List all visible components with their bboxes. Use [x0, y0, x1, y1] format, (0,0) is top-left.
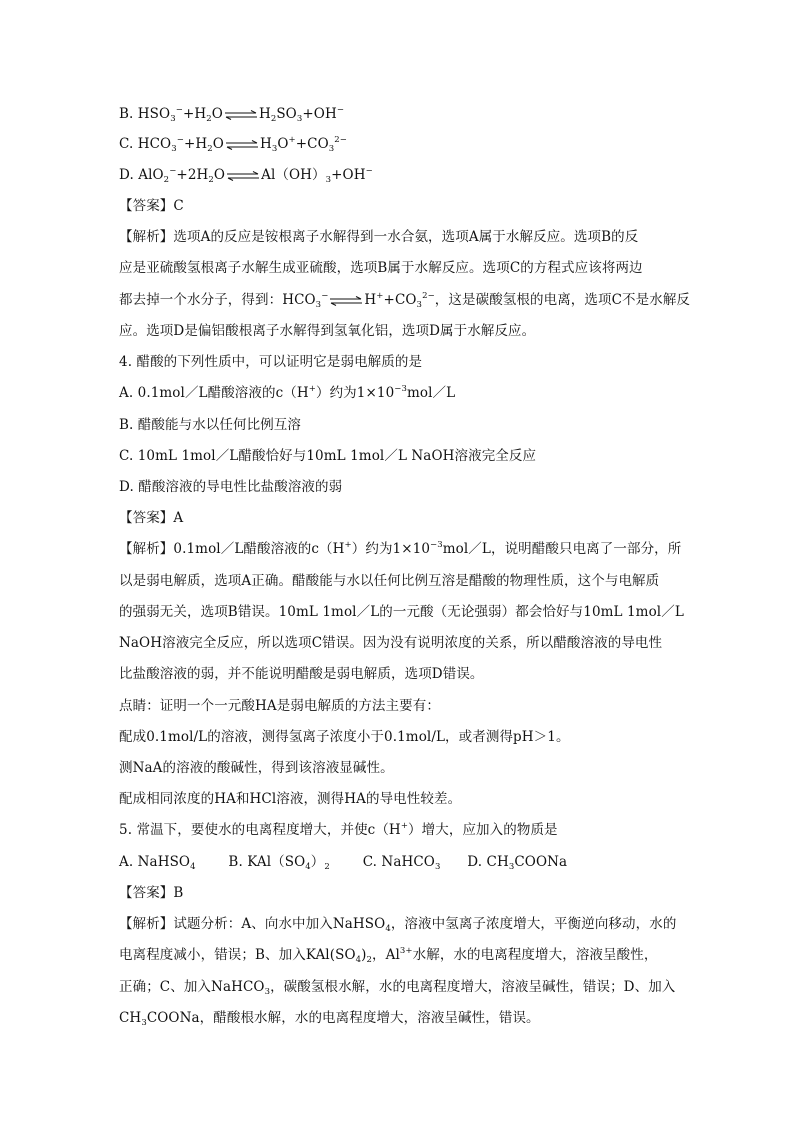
explanation-4-line-5: 比盐酸溶液的弱，并不能说明醋酸是弱电解质，选项D错误。: [119, 666, 484, 682]
explanation-5-line-4: [119, 1008, 540, 1028]
superscript: +: [288, 135, 296, 145]
question-4-option-b: B. 醋酸能与水以任何比例互溶: [119, 417, 302, 433]
text: ，Al: [372, 947, 400, 963]
text: B. HSO: [119, 106, 171, 122]
explanation-3-line-4: 应。选项D是偏铝酸根离子水解得到氢氧化铝，选项D属于水解反应。: [119, 323, 536, 339]
text: Al（OH）: [261, 167, 326, 183]
question-4: 4. 醋酸的下列性质中，可以证明它是弱电解质的是: [119, 354, 423, 370]
explanation-3-line-3: [119, 290, 690, 310]
option-c-equation: [119, 134, 347, 154]
equilibrium-arrow-icon: [226, 171, 260, 181]
superscript: 2−: [334, 135, 347, 145]
superscript: −: [176, 135, 184, 145]
text: ，碳酸氢根水解，水的电离程度增大，溶液呈碱性，错误；D、加入: [270, 979, 676, 995]
text: 正确；C、加入NaHCO: [119, 979, 265, 995]
subscript: 3: [325, 175, 332, 185]
explanation-4-line-4: NaOH溶液完全反应，所以选项C错误。因为没有说明浓度的关系，所以醋酸溶液的导电性: [119, 635, 663, 651]
text: +CO: [295, 136, 329, 152]
answer-3: 【答案】C: [119, 198, 184, 214]
text: ，这是碳酸氢根的电离，选项C不是水解反: [434, 292, 691, 308]
text: ）约为1×10: [351, 541, 431, 557]
superscript: −: [365, 166, 373, 176]
equilibrium-arrow-icon: [225, 140, 259, 150]
text: O: [211, 106, 223, 122]
subscript: 3: [434, 862, 441, 872]
text: 【解析】0.1mol／L醋酸溶液的c（H: [119, 541, 345, 557]
explanation-5-line-2: [119, 945, 657, 965]
text: COONa: [514, 854, 568, 870]
text: +CO: [383, 292, 417, 308]
superscript: −: [321, 291, 329, 301]
subscript: 3: [264, 987, 271, 997]
question-5-option-c: [363, 854, 441, 870]
superscript: 2−: [422, 291, 435, 301]
text: 都去掉一个水分子，得到：HCO: [119, 292, 316, 308]
subscript: 2: [163, 175, 170, 185]
answer-5: 【答案】B: [119, 885, 184, 901]
question-5-options: [119, 852, 567, 872]
question-5-option-b: [228, 854, 329, 870]
explanation-5-line-3: [119, 977, 675, 997]
subscript: 4: [385, 924, 391, 934]
superscript: −: [169, 166, 177, 176]
subscript: 2: [206, 114, 212, 124]
subscript: 3: [170, 114, 176, 124]
subscript: 3: [171, 144, 177, 154]
text: +H: [182, 106, 207, 122]
text: 5. 常温下，要使水的电离程度增大，并使c（H: [119, 822, 401, 838]
question-4-option-d: D. 醋酸溶液的导电性比盐酸溶液的弱: [119, 479, 343, 495]
text: ，溶液中氢离子浓度增大，平衡逆向移动，水的: [390, 916, 677, 932]
answer-4: 【答案】A: [119, 510, 184, 526]
subscript: 3: [416, 300, 423, 310]
subscript: 4: [305, 862, 311, 872]
superscript: −: [175, 105, 183, 115]
text: ）增大，应加入的物质是: [408, 822, 558, 838]
subscript: 2: [208, 175, 214, 185]
explanation-5-line-1: [119, 914, 676, 934]
equilibrium-arrow-icon: [329, 296, 363, 306]
text: O: [213, 167, 226, 183]
explanation-3-line-1: 【解析】选项A的反应是铵根离子水解得到一水合氨，选项A属于水解反应。选项B的反: [119, 229, 639, 245]
text: mol／L，说明醋酸只电离了一部分，所: [442, 541, 682, 557]
text: 【解析】试题分析：A、向水中加入NaHSO: [119, 916, 386, 932]
text: C. HCO: [119, 136, 172, 152]
explanation-4-line-1: [119, 539, 681, 559]
text: A. 0.1mol／L醋酸溶液的c（H: [119, 385, 309, 401]
text: CH: [119, 1010, 142, 1026]
text: COONa，醋酸根水解，水的电离程度增大，溶液呈碱性，错误。: [146, 1010, 540, 1026]
subscript: 2: [324, 862, 330, 872]
question-4-option-a: [119, 383, 455, 403]
superscript: −3: [430, 540, 443, 550]
superscript: +: [344, 540, 352, 550]
text: H: [258, 106, 271, 122]
explanation-4-line-3: 的强弱无关，选项B错误。10mL 1mol／L的一元酸（无论强弱）都会恰好与10mL 1mol／L: [119, 604, 684, 620]
text: B. KAl（SO: [228, 854, 306, 870]
text: H: [259, 136, 272, 152]
subscript: 3: [271, 144, 278, 154]
tip-item-2: 测NaA的溶液的酸碱性，得到该溶液显碱性。: [119, 760, 394, 776]
text: D. AlO: [119, 167, 164, 183]
explanation-3-line-2: 应是亚硫酸氢根离子水解生成亚硫酸，选项B属于水解反应。选项C的方程式应该将两边: [119, 260, 643, 276]
subscript: 3: [315, 300, 322, 310]
text: ): [361, 947, 367, 963]
subscript: 4: [190, 862, 196, 872]
option-b-equation: [119, 104, 344, 124]
subscript: 2: [366, 955, 373, 965]
text: ）约为1×10: [315, 385, 395, 401]
text: ）: [310, 854, 325, 870]
superscript: +: [376, 291, 384, 301]
tip-heading: 点睛：证明一个一元酸HA是弱电解质的方法主要有：: [119, 698, 440, 714]
question-5-option-a: [119, 854, 196, 870]
option-d-equation: [119, 165, 373, 185]
subscript: 2: [207, 144, 213, 154]
superscript: −3: [394, 384, 407, 394]
superscript: +: [308, 384, 316, 394]
question-5: [119, 820, 558, 840]
text: SO: [276, 106, 297, 122]
subscript: 3: [508, 862, 515, 872]
text: O: [212, 136, 224, 152]
subscript: 3: [328, 144, 335, 154]
text: +OH: [331, 167, 366, 183]
text: +2H: [176, 167, 209, 183]
text: +OH: [302, 106, 337, 122]
text: 电离程度减小，错误；B、加入KAl(SO: [119, 947, 356, 963]
text: A. NaHSO: [119, 854, 191, 870]
question-4-option-c: C. 10mL 1mol／L醋酸恰好与10mL 1mol／L NaOH溶液完全反应: [119, 448, 537, 464]
subscript: 3: [141, 1018, 147, 1028]
superscript: −: [336, 105, 345, 115]
subscript: 2: [270, 114, 277, 124]
question-5-option-d: [467, 854, 567, 870]
superscript: +: [400, 821, 409, 831]
text: H: [364, 292, 377, 308]
text: C. NaHCO: [362, 854, 435, 870]
superscript: 3+: [399, 946, 413, 956]
text: mol／L: [407, 385, 456, 401]
text: O: [277, 136, 289, 152]
text: D. CH: [467, 854, 509, 870]
explanation-4-line-2: 以是弱电解质，选项A正确。醋酸能与水以任何比例互溶是醋酸的物理性质，这个与电解质: [119, 573, 660, 589]
tip-item-3: 配成相同浓度的HA和HCl溶液，测得HA的导电性较差。: [119, 791, 462, 807]
text: 水解，水的电离程度增大，溶液呈酸性，: [412, 947, 658, 963]
subscript: 3: [296, 114, 303, 124]
tip-item-1: 配成0.1mol/L的溶液，测得氢离子浓度小于0.1mol/L，或者测得pH＞1。: [119, 729, 570, 745]
text: +H: [183, 136, 208, 152]
subscript: 4: [355, 955, 362, 965]
equilibrium-arrow-icon: [224, 110, 258, 120]
